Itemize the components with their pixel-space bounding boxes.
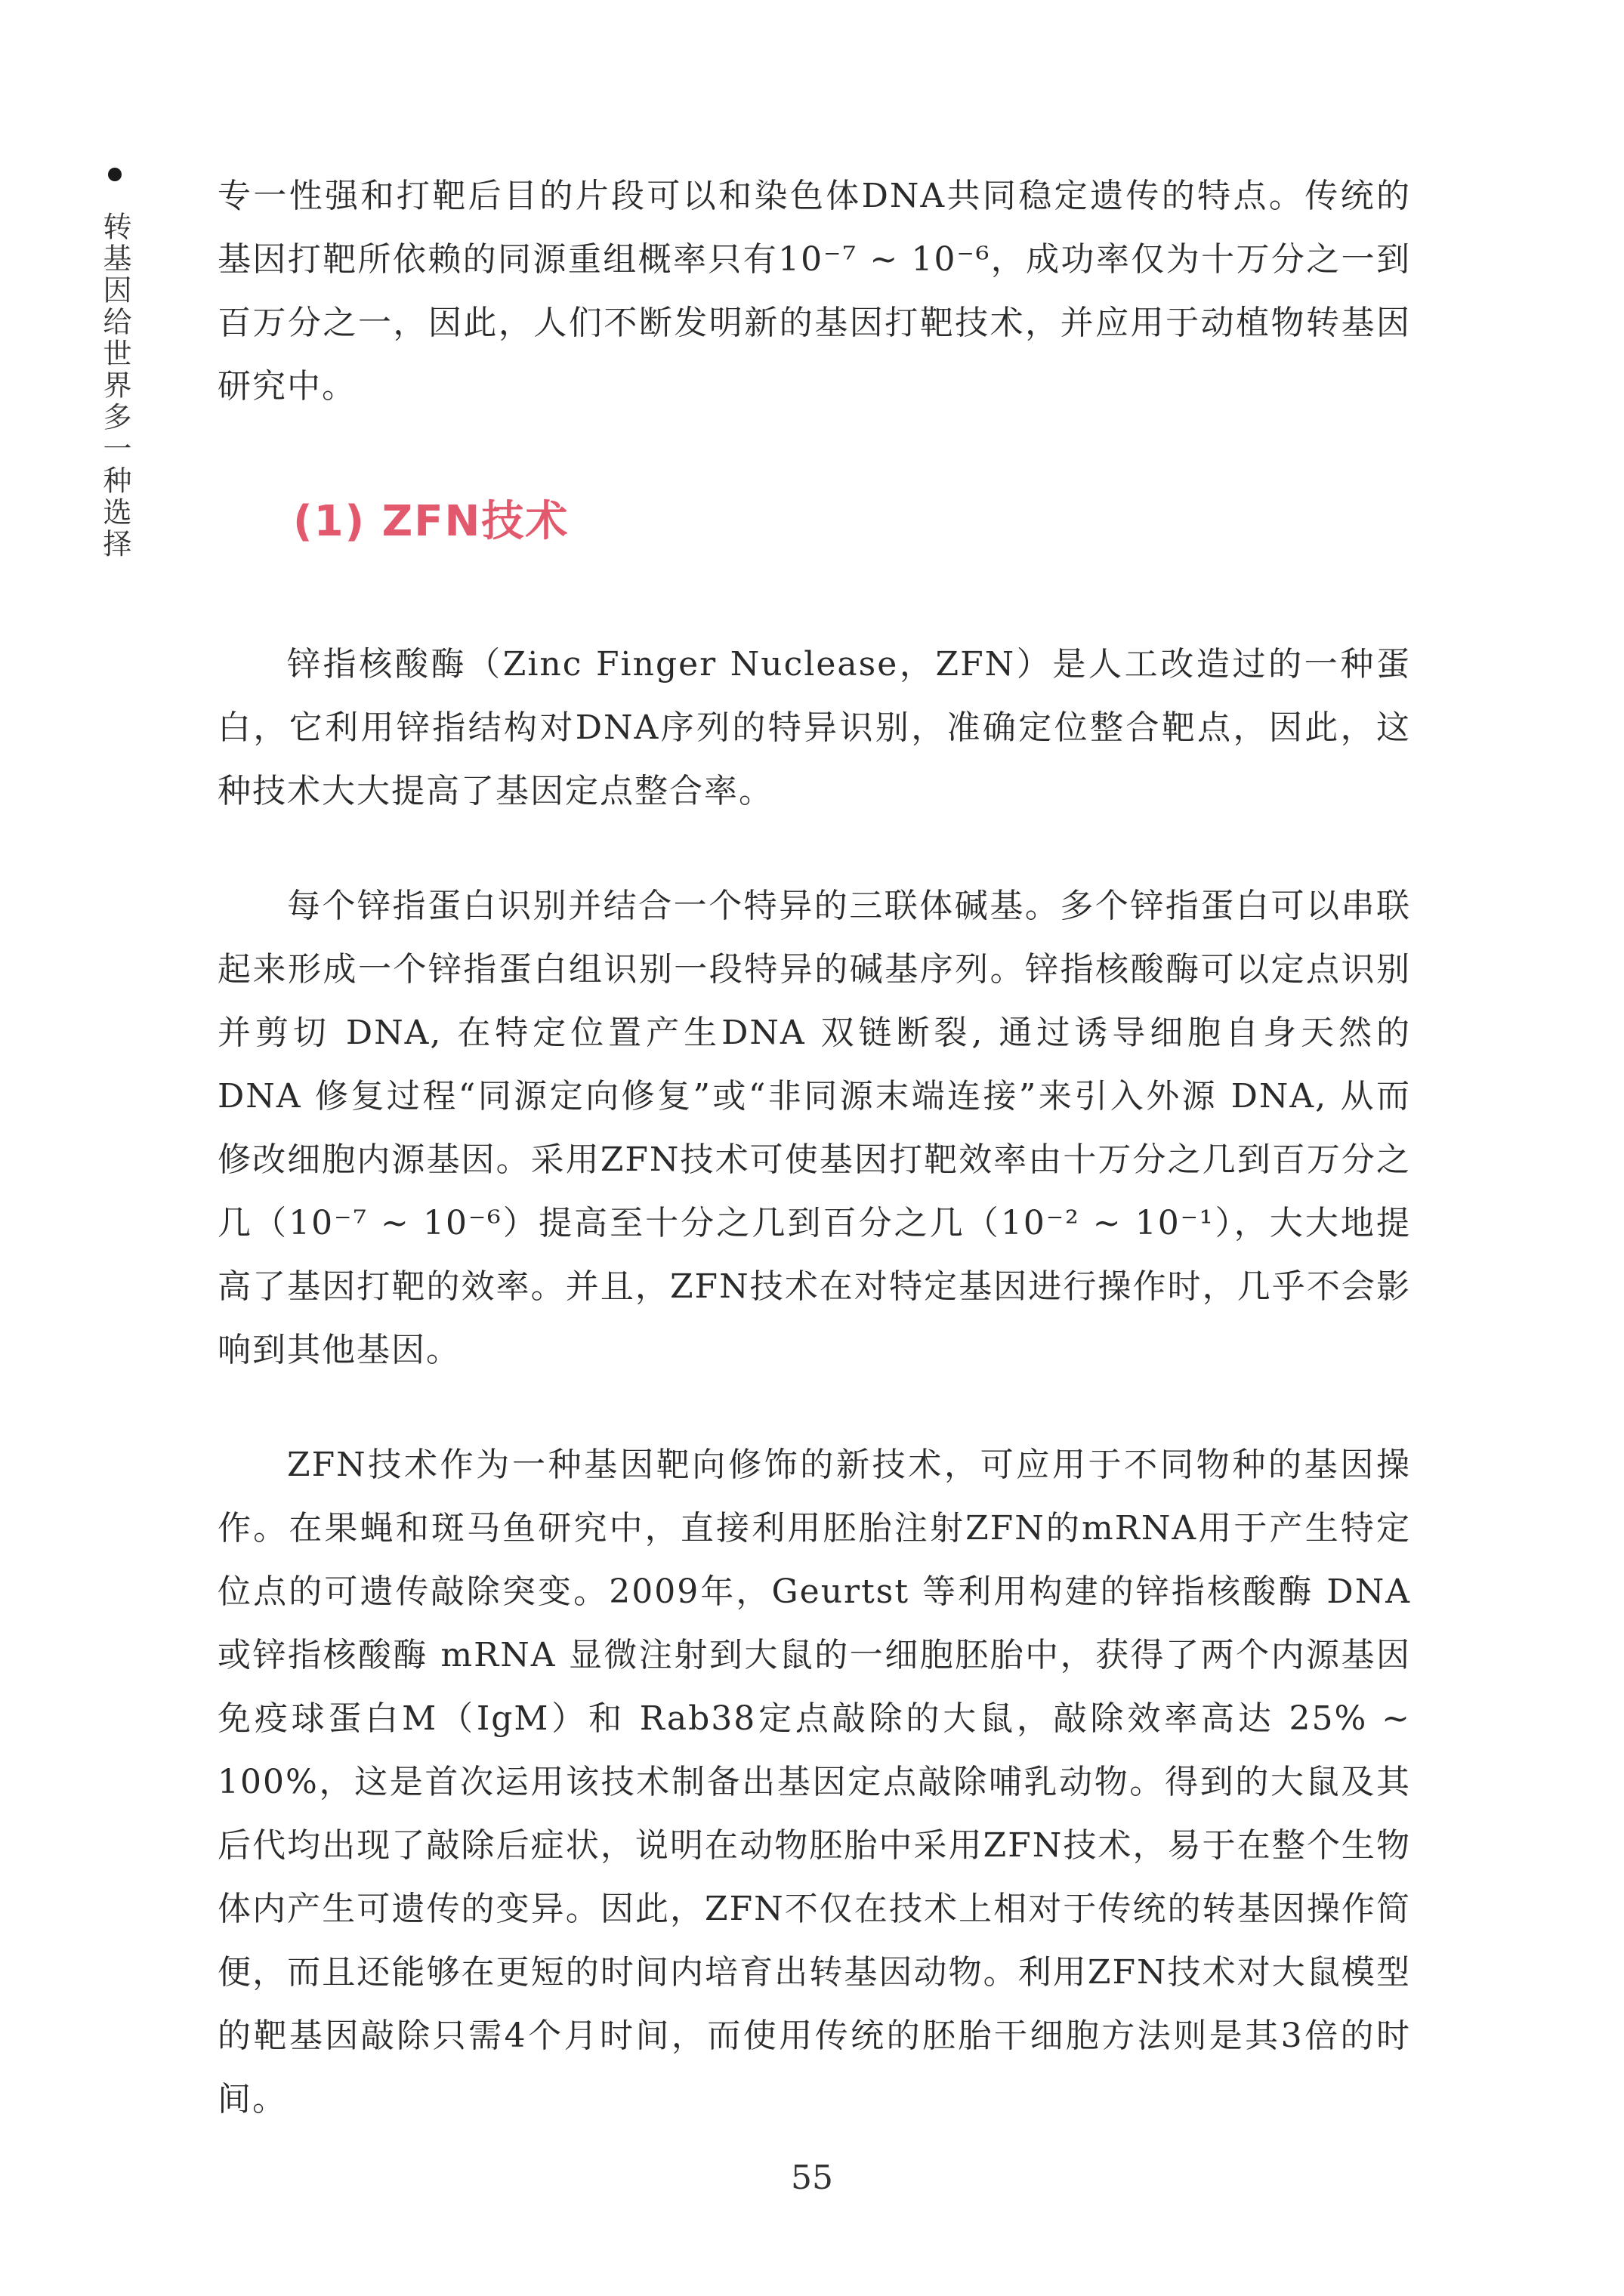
paragraph-continued: 专一性强和打靶后目的片段可以和染色体DNA共同稳定遗传的特点。传统的基因打靶所依赖的同源重组概率只有10⁻⁷ ~ 10⁻⁶，成功率仅为十万分之一到百万分之一，因此，人们不断发明新的基因打靶技术，并应用于动植物转基因研究中。 xyxy=(218,177,1411,406)
paragraph-zfn-mechanism: 每个锌指蛋白识别并结合一个特异的三联体碱基。多个锌指蛋白可以串联起来形成一个锌指蛋白组识别一段特异的碱基序列。锌指核酸酶可以定点识别并剪切 DNA, 在特定位置产生DNA 双链断裂, 通过诱导细胞自身天然的 DNA 修复过程“同源定向修复”或“非同源末端连接”来引入外源 DNA, 从而修改细胞内源基因。采用ZFN技术可使基因打靶效率由十万分之几到百万分之几（10⁻⁷ ~ 10⁻⁶）提高至十分之几到百分之几（10⁻² ~ 10⁻¹），大大地提高了基因打靶的效率。并且，ZFN技术在对特定基因进行操作时，几乎不会影响到其他基因。 xyxy=(218,887,1411,1369)
running-title-text: 转基因给世界多一种选择 xyxy=(98,211,131,560)
paragraph-zfn-definition: 锌指核酸酶（Zinc Finger Nuclease，ZFN）是人工改造过的一种蛋白，它利用锌指结构对DNA序列的特异识别，准确定位整合靶点，因此，这种技术大大提高了基因定点整合率。 xyxy=(218,645,1411,810)
section-heading: (1) ZFN技术 xyxy=(293,497,570,546)
running-title xyxy=(92,168,137,560)
page-body xyxy=(218,165,1411,2131)
page-number: 55 xyxy=(791,2159,833,2197)
paragraph-zfn-applications: ZFN技术作为一种基因靶向修饰的新技术，可应用于不同物种的基因操作。在果蝇和斑马鱼研究中，直接利用胚胎注射ZFN的mRNA用于产生特定位点的可遗传敲除突变。2009年，Geurtst 等利用构建的锌指核酸酶 DNA 或锌指核酸酶 mRNA 显微注射到大鼠的一细胞胚胎中，获得了两个内源基因免疫球蛋白M（IgM）和 Rab38定点敲除的大鼠，敲除效率高达 25% ~ 100%，这是首次运用该技术制备出基因定点敲除哺乳动物。得到的大鼠及其后代均出现了敲除后症状，说明在动物胚胎中采用ZFN技术，易于在整个生物体内产生可遗传的变异。因此，ZFN不仅在技术上相对于传统的转基因操作简便，而且还能够在更短的时间内培育出转基因动物。利用ZFN技术对大鼠模型的靶基因敲除只需4个月时间，而使用传统的胚胎干细胞方法则是其3倍的时间。 xyxy=(218,1446,1411,2119)
bullet-dot-icon xyxy=(108,168,122,181)
